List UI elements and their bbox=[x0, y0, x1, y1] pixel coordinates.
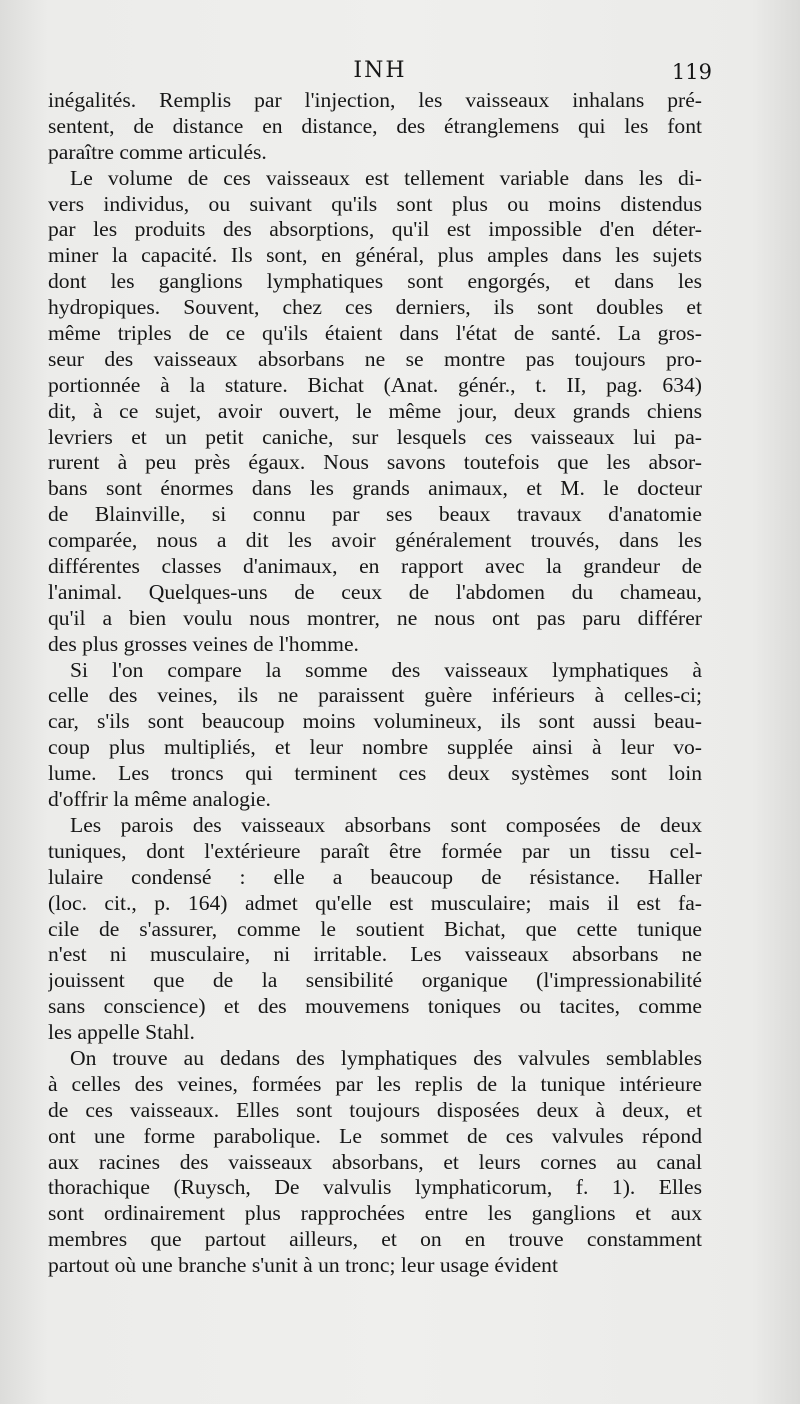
text-line: seur des vaisseaux absorbans ne se montre pas toujours pro- bbox=[48, 346, 702, 371]
page-header bbox=[48, 54, 712, 90]
text-line: dont les ganglions lymphatiques sont engorgés, et dans les bbox=[48, 269, 702, 294]
text-line: sans conscience) et des mouvemens toniques ou tacites, comme bbox=[48, 994, 702, 1019]
text-line: bans sont énormes dans les grands animaux, et M. le docteur bbox=[48, 476, 702, 501]
text-line: Si l'on compare la somme des vaisseaux lymphatiques à bbox=[70, 657, 702, 682]
text-line: hydropiques. Souvent, chez ces derniers, ils sont doubles et bbox=[48, 295, 702, 320]
body-text bbox=[48, 88, 702, 1279]
text-line: sentent, de distance en distance, des étranglemens qui les font bbox=[48, 113, 702, 138]
text-line: inégalités. Remplis par l'injection, les vaisseaux inhalans pré- bbox=[48, 88, 702, 112]
text-line: même triples de ce qu'ils étaient dans l'état de santé. La gros- bbox=[48, 321, 702, 346]
paragraph bbox=[48, 813, 702, 1046]
text-line: ont une forme parabolique. Le sommet de ces valvules répond bbox=[48, 1123, 702, 1148]
text-line: paraître comme articulés. bbox=[48, 139, 267, 164]
text-line: tuniques, dont l'extérieure paraît être formée par un tissu cel- bbox=[48, 838, 702, 863]
text-line: On trouve au dedans des lymphatiques des valvules semblables bbox=[70, 1045, 702, 1070]
text-line: portionnée à la stature. Bichat (Anat. génér., t. II, pag. 634) bbox=[48, 372, 702, 397]
text-line: cile de s'assurer, comme le soutient Bichat, que cette tunique bbox=[48, 916, 702, 941]
text-line: car, s'ils sont beaucoup moins volumineux, ils sont aussi beau- bbox=[48, 709, 702, 734]
text-line: comparée, nous a dit les avoir généralement trouvés, dans les bbox=[48, 528, 702, 553]
text-line: lume. Les troncs qui terminent ces deux systèmes sont loin bbox=[48, 761, 702, 786]
text-line: membres que partout ailleurs, et on en trouve constamment bbox=[48, 1227, 702, 1252]
text-line: par les produits des absorptions, qu'il est impossible d'en déter- bbox=[48, 217, 702, 242]
text-line: d'offrir la même analogie. bbox=[48, 787, 271, 812]
text-line: différentes classes d'animaux, en rapport avec la grandeur de bbox=[48, 554, 702, 579]
paragraph bbox=[48, 1046, 702, 1279]
text-line: Les parois des vaisseaux absorbans sont composées de deux bbox=[70, 812, 702, 837]
paragraph bbox=[48, 166, 702, 658]
text-line: les appelle Stahl. bbox=[48, 1020, 195, 1045]
text-line: aux racines des vaisseaux absorbans, et leurs cornes au canal bbox=[48, 1149, 702, 1174]
text-line: Le volume de ces vaisseaux est tellement variable dans les di- bbox=[70, 165, 702, 190]
text-line: des plus grosses veines de l'homme. bbox=[48, 631, 359, 656]
text-line: de Blainville, si connu par ses beaux travaux d'anatomie bbox=[48, 502, 702, 527]
text-line: n'est ni musculaire, ni irritable. Les vaisseaux absorbans ne bbox=[48, 942, 702, 967]
text-line: lulaire condensé : elle a beaucoup de résistance. Haller bbox=[48, 864, 702, 889]
text-line: de ces vaisseaux. Elles sont toujours disposées deux à deux, et bbox=[48, 1097, 702, 1122]
paragraph bbox=[48, 88, 702, 166]
text-line: partout où une branche s'unit à un tronc; leur usage évident bbox=[48, 1253, 558, 1278]
text-line: jouissent que de la sensibilité organique (l'impressionabilité bbox=[48, 968, 702, 993]
text-line: miner la capacité. Ils sont, en général, plus amples dans les sujets bbox=[48, 243, 702, 268]
text-line: à celles des veines, formées par les replis de la tunique intérieure bbox=[48, 1071, 702, 1096]
text-line: dit, à ce sujet, avoir ouvert, le même jour, deux grands chiens bbox=[48, 398, 702, 423]
text-line: vers individus, ou suivant qu'ils sont plus ou moins distendus bbox=[48, 191, 702, 216]
text-line: celle des veines, ils ne paraissent guère inférieurs à celles-ci; bbox=[48, 683, 702, 708]
text-line: thorachique (Ruysch, De valvulis lymphaticorum, f. 1). Elles bbox=[48, 1175, 702, 1200]
text-line: rurent à peu près égaux. Nous savons toutefois que les absor- bbox=[48, 450, 702, 475]
running-head: INH bbox=[353, 58, 407, 83]
paragraph bbox=[48, 658, 702, 813]
page-number: 119 bbox=[671, 60, 712, 84]
text-line: sont ordinairement plus rapprochées entre les ganglions et aux bbox=[48, 1201, 702, 1226]
text-line: coup plus multipliés, et leur nombre supplée ainsi à leur vo- bbox=[48, 735, 702, 760]
text-line: l'animal. Quelques-uns de ceux de l'abdomen du chameau, bbox=[48, 579, 702, 604]
text-line: qu'il a bien voulu nous montrer, ne nous ont pas paru différer bbox=[48, 605, 702, 630]
text-line: (loc. cit., p. 164) admet qu'elle est musculaire; mais il est fa- bbox=[48, 890, 702, 915]
text-line: levriers et un petit caniche, sur lesquels ces vaisseaux lui pa- bbox=[48, 424, 702, 449]
